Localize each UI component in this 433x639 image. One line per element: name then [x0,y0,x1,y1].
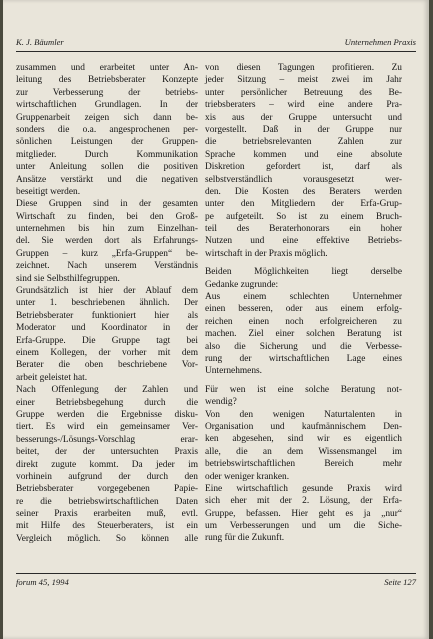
text-line: wirtschaftlichen Grundlagen. In der [16,100,198,111]
text-line: reichen einen noch erfolgreicheren zu [205,316,402,327]
text-line: Von den wenigen Naturtalenten in [205,409,402,420]
text-line: die betriebsrelevanten Zahlen zur [205,137,402,148]
text-line: arbeit geleistet hat. [16,372,88,383]
text-line: Erfa-Gruppe. Die Gruppe tagt bei [16,335,198,346]
text-line: sich eher mit der 2. Lösung, der Erfa- [205,496,402,507]
text-line: unternehmen bis hin zum Einzelhan- [16,224,198,235]
text-line: ken abgesehen, sind wir es eigentlich [205,434,402,445]
text-line: den. Die Kosten des Beraters werden [205,186,402,197]
text-line: mitglieder. Durch Kommunikation [16,149,198,160]
text-line: del. Sie werden dort als Erfahrungs- [16,236,198,247]
text-line: zur Verbesserung der betriebs- [16,87,198,98]
text-line: Betriebsberater vorgegebenen Papie- [16,484,198,495]
text-line: tiert. Es wird ein gemeinsamer Ver- [16,422,198,433]
text-line: unter Anleitung sollen die positiven [16,162,198,173]
header-rule [16,51,416,52]
text-line: Gruppen – kurz „Erfa-Gruppen“ be- [16,248,198,259]
text-line: Für wen ist eine solche Beratung not- [205,384,402,395]
text-line: leitung des Betriebsberater Konzepte [16,75,198,86]
text-line: re die betriebswirtschaftlichen Daten [16,496,198,507]
text-line: zeichnet. Nach unserem Verständnis [16,261,198,272]
text-line: Sprache kommen und eine absolute [205,149,402,160]
text-line: Gruppenarbeit zeigen sich dann be- [16,112,198,123]
text-line: Diese Gruppen sind in der gesamten [16,199,198,210]
text-line: oder weniger kranken. [205,471,290,482]
text-line: Eine wirtschaftlich gesunde Praxis wird [205,483,402,494]
text-line: Wirtschaft zu finden, bei den Groß- [16,211,198,222]
text-line: um Verbesserungen und um die Siche- [205,521,402,532]
footer-journal: forum 45, 1994 [16,577,69,587]
text-line: beitet, der der untersuchten Praxis [16,447,198,458]
text-line: Gedanke zugrunde: [205,279,279,290]
text-column-right [205,62,402,545]
text-line: teil des Beraterhonorars ein hoher [205,224,402,235]
text-line: Unternehmens. [205,366,263,377]
text-line: Gruppe werden die Ergebnisse disku- [16,409,198,420]
document-page [3,0,429,639]
text-line: einem Kollegen, der vorher mit dem [16,347,198,358]
text-line: alle, die an dem Wissensmangel im [205,446,402,457]
text-line: Nutzen und eine effektive Betriebs- [205,236,402,247]
text-line: Moderator und Koordinator in der [16,323,198,334]
running-header-author: K. J. Bäumler [16,37,64,47]
text-line: Beiden Möglichkeiten liegt derselbe [205,267,402,278]
text-line: unter 1. beschriebenen ähnlich. Der [16,298,198,309]
text-line: jeder Sitzung – meist zwei im Jahr [205,75,402,86]
text-line: also die Sicherung und die Verbesse- [205,341,402,352]
text-line: rung für die Zukunft. [205,533,285,544]
text-line: selbstverständlich vorausgesetzt wer- [205,174,402,185]
text-line: unter den Mitgliedern der Erfa-Grup- [205,199,402,210]
text-line: mit Hilfe des Steuerberaters, ist ein [16,521,198,532]
text-line: xis aus der Gruppe untersucht und [205,112,402,123]
footer-page-number: Seite 127 [384,577,416,587]
text-line: vorgestellt. Daß in der Gruppe nur [205,124,402,135]
text-line: sind sie Selbsthilfegruppen. [16,273,120,284]
footer-rule [16,573,416,574]
text-line: von diesen Tagungen profitieren. Zu [205,63,402,73]
text-line: vorhinein aufgrund der durch den [16,471,198,482]
text-line: Aus einem schlechten Unternehmer [205,292,402,303]
text-line: sönlichen Leistungen der Gruppen- [16,137,198,148]
text-line: betriebswirtschaftlichen Bereich mehr [205,459,402,470]
text-line: zusammen und erarbeitet unter An- [16,63,198,73]
text-line: Vergleich möglich. So können alle [16,533,198,544]
text-line: unter persönlicher Betreuung des Be- [205,87,402,98]
text-line: einer Betriebsbegehung durch die [16,397,198,408]
text-line: Nach Offenlegung der Zahlen und [16,385,198,396]
text-line: besserungs-/Lösungs-Vorschlag erar- [16,434,198,445]
text-line: Gruppe, befassen. Hier geht es ja „nur“ [205,508,402,519]
running-header-section: Unternehmen Praxis [344,37,416,47]
text-line: pe aufgeteilt. So ist zu einem Bruch- [205,211,402,222]
text-line: sonders die o.a. angesprochenen per- [16,124,198,135]
text-line: Berater die oben beschriebene Vor- [16,360,198,371]
text-line: triebsberaters – wird eine andere Pra- [205,100,402,111]
text-line: machen. Ziel einer solchen Beratung ist [205,329,402,340]
text-line: direkt zugute kommt. Da jeder im [16,459,198,470]
text-column-left [16,62,198,545]
text-line: Grundsätzlich ist hier der Ablauf dem [16,286,198,297]
text-line: Organisation und kaufmännischem Den- [205,421,402,432]
text-line: seiner Praxis erarbeiten muß, evtl. [16,509,198,520]
text-line: einen besseren, oder aus einem erfolg- [205,304,402,315]
text-line: Betriebsberater funktioniert hier als [16,310,198,321]
text-line: wirtschaft in der Praxis möglich. [205,248,328,259]
text-line: rung der wirtschaftlichen Lage eines [205,353,402,364]
text-line: Diskretion gefordert ist, darf als [205,162,402,173]
text-line: wendig? [205,397,237,408]
text-line: Ansätze verstärkt und die negativen [16,174,198,185]
text-line: beseitigt werden. [16,186,81,197]
